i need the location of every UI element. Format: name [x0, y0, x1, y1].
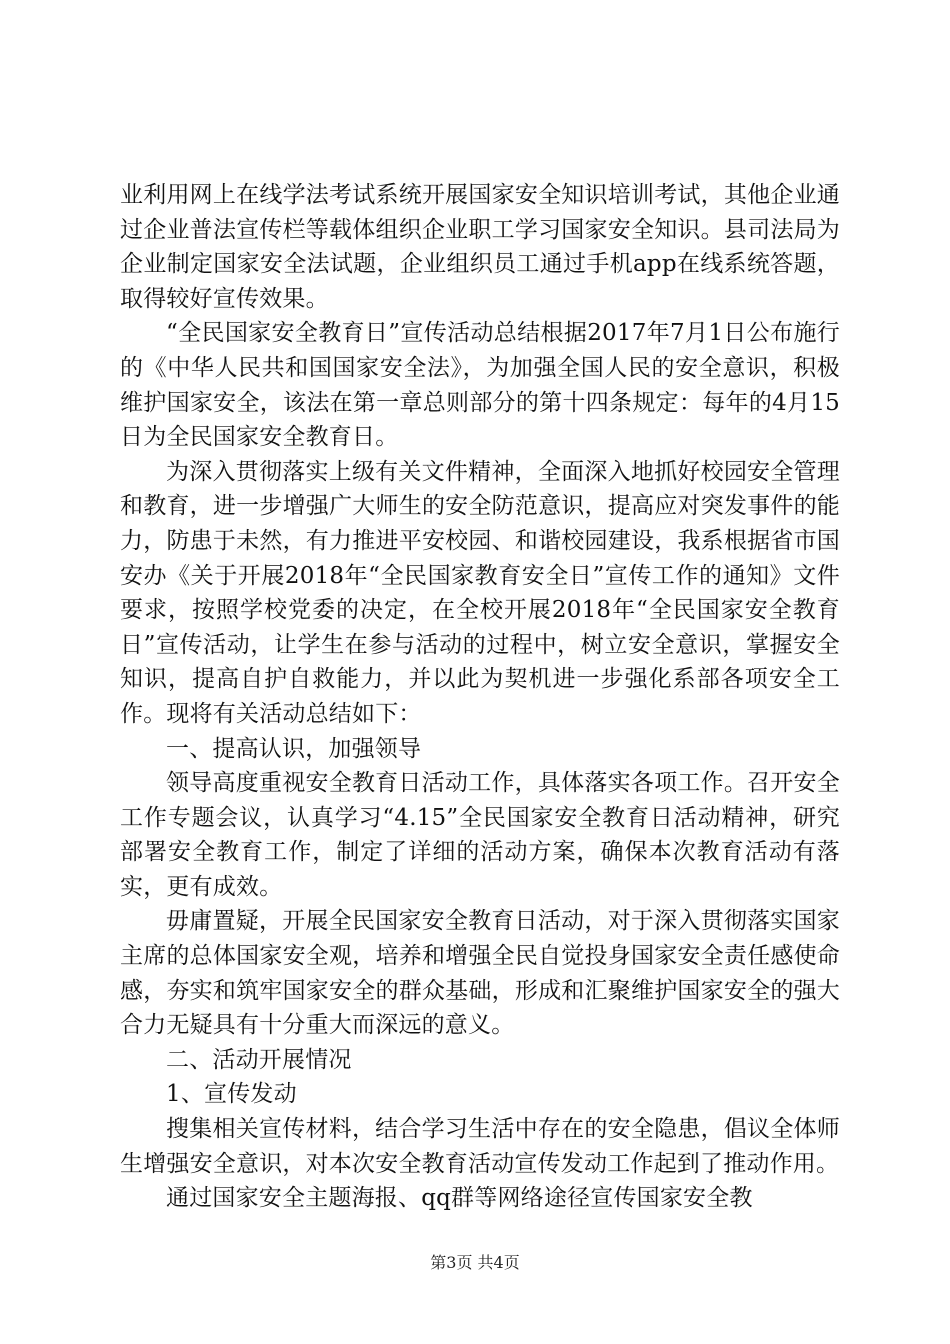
section-heading-2: 二、活动开展情况	[166, 1046, 352, 1073]
page-number-label: 第3页 共4页	[430, 1253, 520, 1272]
paragraph-publicity: 搜集相关宣传材料，结合学习生活中存在的安全隐患，倡议全体师生增强安全意识，对本次安全教育活动宣传发动工作起到了推动作用。	[120, 1116, 840, 1177]
section-heading-1: 一、提高认识，加强领导	[166, 735, 422, 762]
subsection-heading-1: 1、宣传发动	[166, 1081, 297, 1108]
paragraph-online-publicity: 通过国家安全主题海报、qq群等网络途径宣传国家安全教	[166, 1185, 753, 1212]
paragraph-continuation: 业利用网上在线学法考试系统开展国家安全知识培训考试，其他企业通过企业普法宣传栏等载体组织企业职工学习国家安全知识。县司法局为企业制定国家安全法试题，企业组织员工通过手机app在线系统答题，取得较好宣传效果。	[120, 182, 840, 312]
paragraph-significance: 毋庸置疑，开展全民国家安全教育日活动，对于深入贯彻落实国家主席的总体国家安全观，培养和增强全民自觉投身国家安全责任感使命感，夯实和筑牢国家安全的群众基础，形成和汇聚维护国家安全的强大合力无疑具有十分重大而深远的意义。	[120, 908, 840, 1039]
document-body	[120, 178, 840, 1216]
page-footer	[0, 1252, 950, 1274]
paragraph-purpose: 为深入贯彻落实上级有关文件精神，全面深入地抓好校园安全管理和教育，进一步增强广大师生的安全防范意识，提高应对突发事件的能力，防患于未然，有力推进平安校园、和谐校园建设，我系根据省市国安办《关于开展2018年“全民国家教育安全日”宣传工作的通知》文件要求，按照学校党委的决定，在全校开展2018年“全民国家安全教育日”宣传活动，让学生在参与活动的过程中，树立安全意识，掌握安全知识，提高自护自救能力，并以此为契机进一步强化系部各项安全工作。现将有关活动总结如下：	[120, 458, 840, 727]
paragraph-summary-intro: “全民国家安全教育日”宣传活动总结根据2017年7月1日公布施行的《中华人民共和国国家安全法》，为加强全国人民的安全意识，积极维护国家安全，该法在第一章总则部分的第十四条规定：每年的4月15日为全民国家安全教育日。	[120, 320, 840, 451]
paragraph-leadership: 领导高度重视安全教育日活动工作，具体落实各项工作。召开安全工作专题会议，认真学习“4.15”全民国家安全教育日活动精神，研究部署安全教育工作，制定了详细的活动方案，确保本次教育活动有落实，更有成效。	[120, 770, 840, 900]
